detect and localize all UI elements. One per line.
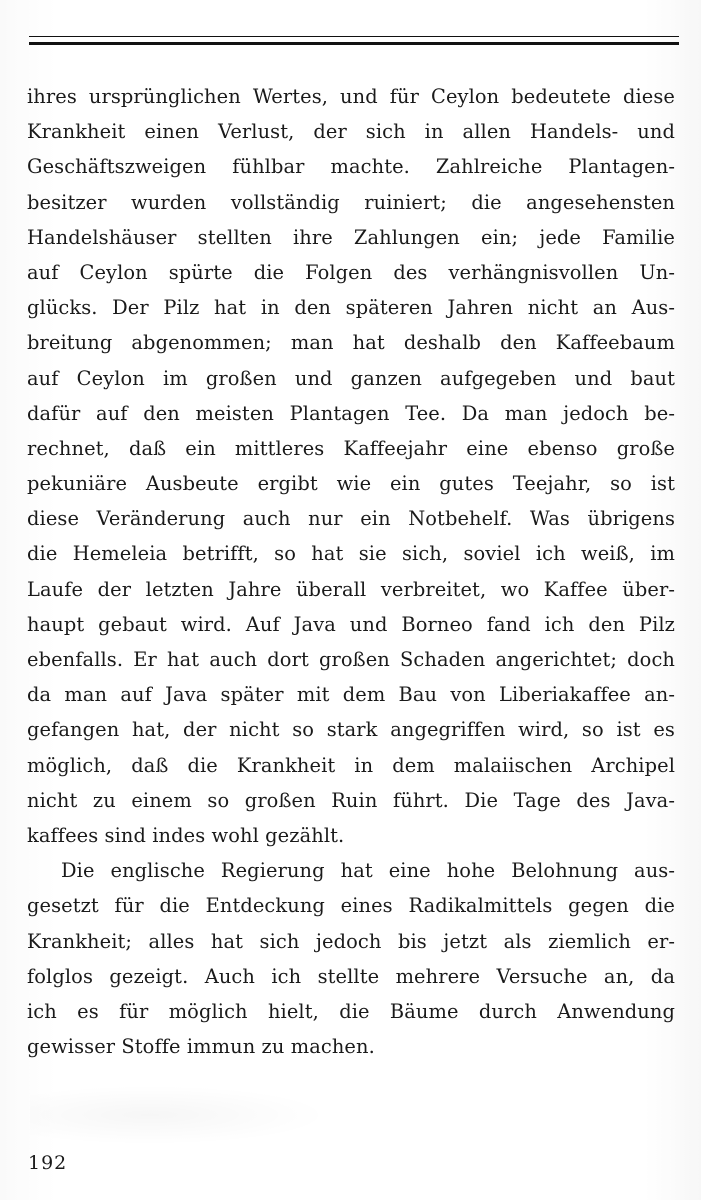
text-line: gesetzt für die Entdeckung eines Radikalmittels gegen die xyxy=(27,894,675,918)
text-line: besitzer wurden vollständig ruiniert; die angesehensten xyxy=(27,190,675,214)
text-line: folglos gezeigt. Auch ich stellte mehrere Versuche an, da xyxy=(27,964,675,988)
text-line: Laufe der letzten Jahre überall verbreitet, wo Kaffee über- xyxy=(27,577,675,601)
text-line: möglich, daß die Krankheit in dem malaiischen Archipel xyxy=(27,753,675,777)
text-line: gewisser Stoffe immun zu machen. xyxy=(27,1035,375,1059)
text-line: breitung abgenommen; man hat deshalb den Kaffeebaum xyxy=(27,331,675,355)
text-line: diese Veränderung auch nur ein Notbehelf. Was übrigens xyxy=(27,507,675,531)
text-line: nicht zu einem so großen Ruin führt. Die Tage des Java- xyxy=(27,788,675,812)
text-line: glücks. Der Pilz hat in den späteren Jahren nicht an Aus- xyxy=(27,296,675,320)
text-line: da man auf Java später mit dem Bau von Liberiakaffee an- xyxy=(27,683,675,707)
body-text xyxy=(27,79,675,1064)
text-line: kaffees sind indes wohl gezählt. xyxy=(27,823,345,847)
text-line: ich es für möglich hielt, die Bäume durch Anwendung xyxy=(27,999,675,1023)
text-line: rechnet, daß ein mittleres Kaffeejahr eine ebenso große xyxy=(27,436,675,460)
text-line: auf Ceylon im großen und ganzen aufgegeben und baut xyxy=(27,366,675,390)
text-line: ebenfalls. Er hat auch dort großen Schaden angerichtet; doch xyxy=(27,648,675,671)
text-line: Krankheit; alles hat sich jedoch bis jetzt als ziemlich er- xyxy=(27,929,675,953)
text-line: Handelshäuser stellten ihre Zahlungen ein; jede Familie xyxy=(27,225,675,249)
text-line: ihres ursprünglichen Wertes, und für Ceylon bedeutete diese xyxy=(27,85,675,108)
header-rule-thick xyxy=(29,42,679,45)
text-line: Die englische Regierung hat eine hohe Belohnung aus- xyxy=(61,859,675,883)
show-through-smudge xyxy=(30,1085,330,1145)
text-line: dafür auf den meisten Plantagen Tee. Da man jedoch be- xyxy=(27,401,675,425)
text-line: die Hemeleia betrifft, so hat sie sich, soviel ich weiß, im xyxy=(27,542,675,566)
page-number: 192 xyxy=(28,1152,68,1174)
header-rule-thin xyxy=(29,36,679,37)
text-line: gefangen hat, der nicht so stark angegriffen wird, so ist es xyxy=(27,718,675,742)
text-line: Krankheit einen Verlust, der sich in allen Handels- und xyxy=(27,120,675,144)
text-line: auf Ceylon spürte die Folgen des verhängnisvollen Un- xyxy=(27,260,675,284)
text-line: Geschäftszweigen fühlbar machte. Zahlreiche Plantagen- xyxy=(27,155,675,179)
header-double-rule xyxy=(29,36,679,45)
text-line: pekuniäre Ausbeute ergibt wie ein gutes Teejahr, so ist xyxy=(27,472,675,496)
text-line: haupt gebaut wird. Auf Java und Borneo fand ich den Pilz xyxy=(27,612,675,636)
